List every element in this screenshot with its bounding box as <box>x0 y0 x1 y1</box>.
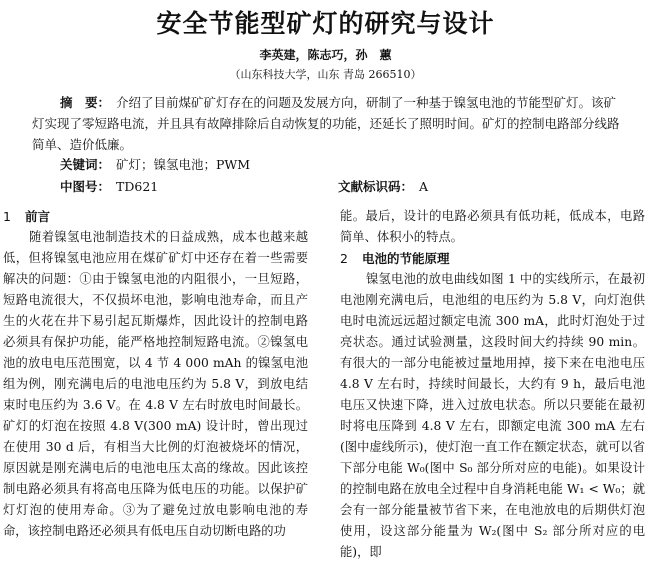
doc-code <box>338 177 428 197</box>
section-number: 2 <box>340 251 348 266</box>
affiliation: （山东科技大学，山东 青岛 266510） <box>229 68 422 81</box>
left-column <box>3 206 308 542</box>
paper-title: 安全节能型矿灯的研究与设计 <box>156 9 495 38</box>
abstract-label: 摘 要： <box>60 95 111 110</box>
section-number: 1 <box>3 209 11 224</box>
doc-code-value: A <box>419 179 429 194</box>
right-column <box>340 206 645 563</box>
doc-code-label: 文献标识码： <box>338 179 414 194</box>
abstract-text: 介绍了目前煤矿矿灯存在的问题及发展方向，研制了一种基于镍氢电池的节能型矿灯。该矿灯实现了零短路电流，并且具有故障排除后自动恢复的功能，还延长了照明时间。矿灯的控制电路部分线路简单、造价低廉。 <box>32 95 620 152</box>
abstract <box>32 92 624 155</box>
classification <box>60 177 620 197</box>
keywords-text: 矿灯；镍氢电池；PWM <box>116 157 251 172</box>
authors: 李英建，陈志巧，孙 蕙 <box>259 48 392 62</box>
classification-label: 中图号： <box>60 179 111 194</box>
classification-value: TD621 <box>116 179 159 194</box>
section-heading-2 <box>340 248 645 269</box>
keywords-label: 关键词： <box>60 157 111 172</box>
section-1-continuation: 能。最后，设计的电路必须具有低功耗，低成本，电路简单、体积小的特点。 <box>340 209 645 244</box>
section-2-paragraph: 镍氢电池的放电曲线如图 1 中的实线所示，在最初电池刚充满电后，电池组的电压约为 5.8 V，向灯泡供电时电流远远超过额定电流 300 mA，此时灯泡处于过亮状态。通过试验测量，这段时间大约持续 90 min。有很大的一部分电能被过量地用掉，接下来在电池电压 4.8 V 左右时，持续时间最长，大约有 9 h，最后电池电压又快速下降，进入过放电状态。所以只要能在最初时将电压降到 4.8 V 左右，即额定电流 300 mA 左右(图中虚线所示)，使灯泡一直工作在额定状态，就可以省下部分电能 W₀(图中 S₀ 部分所对应的电能)。如果设计的控制电路在放电全过程中自身消耗电能 W₁ < W₀；就会有一部分能量被节省下来，在电池放电的后期供灯泡使用，设这部分能量为 W₂(图中 S₂ 部分所对应的电能)，即 <box>340 272 645 559</box>
section-title: 电池的节能原理 <box>362 251 450 266</box>
keywords <box>60 155 620 175</box>
section-heading-1 <box>3 206 308 227</box>
section-1-paragraph: 随着镍氢电池制造技术的日益成熟，成本也越来越低，但将镍氢电池应用在煤矿矿灯中还存在着一些需要解决的问题：①由于镍氢电池的内阻很小，一旦短路，短路电流很大，不仅损坏电池，影响电池寿命，而且产生的火花在井下易引起瓦斯爆炸，因此设计的控制电路必须具有保护功能，能严格地控制短路电流。②镍氢电池的放电电压范围宽，以 4 节 4 000 mAh 的镍氢电池组为例，刚充满电后的电池电压约为 5.8 V，到放电结束时电压约为 3.6 V。在 4.8 V 左右时放电时间最长。矿灯的灯泡在按照 4.8 V(300 mA) 设计时，曾出现过在使用 30 d 后，有相当大比例的灯泡被烧坏的情况，原因就是刚充满电后的电池电压太高的缘故。因此该控制电路必须具有将高电压降为低电压的功能。以保护矿灯灯泡的使用寿命。③为了避免过放电影响电池的寿命，该控制电路还必须具有低电压自动切断电路的功 <box>3 230 308 538</box>
section-title: 前言 <box>25 209 51 224</box>
